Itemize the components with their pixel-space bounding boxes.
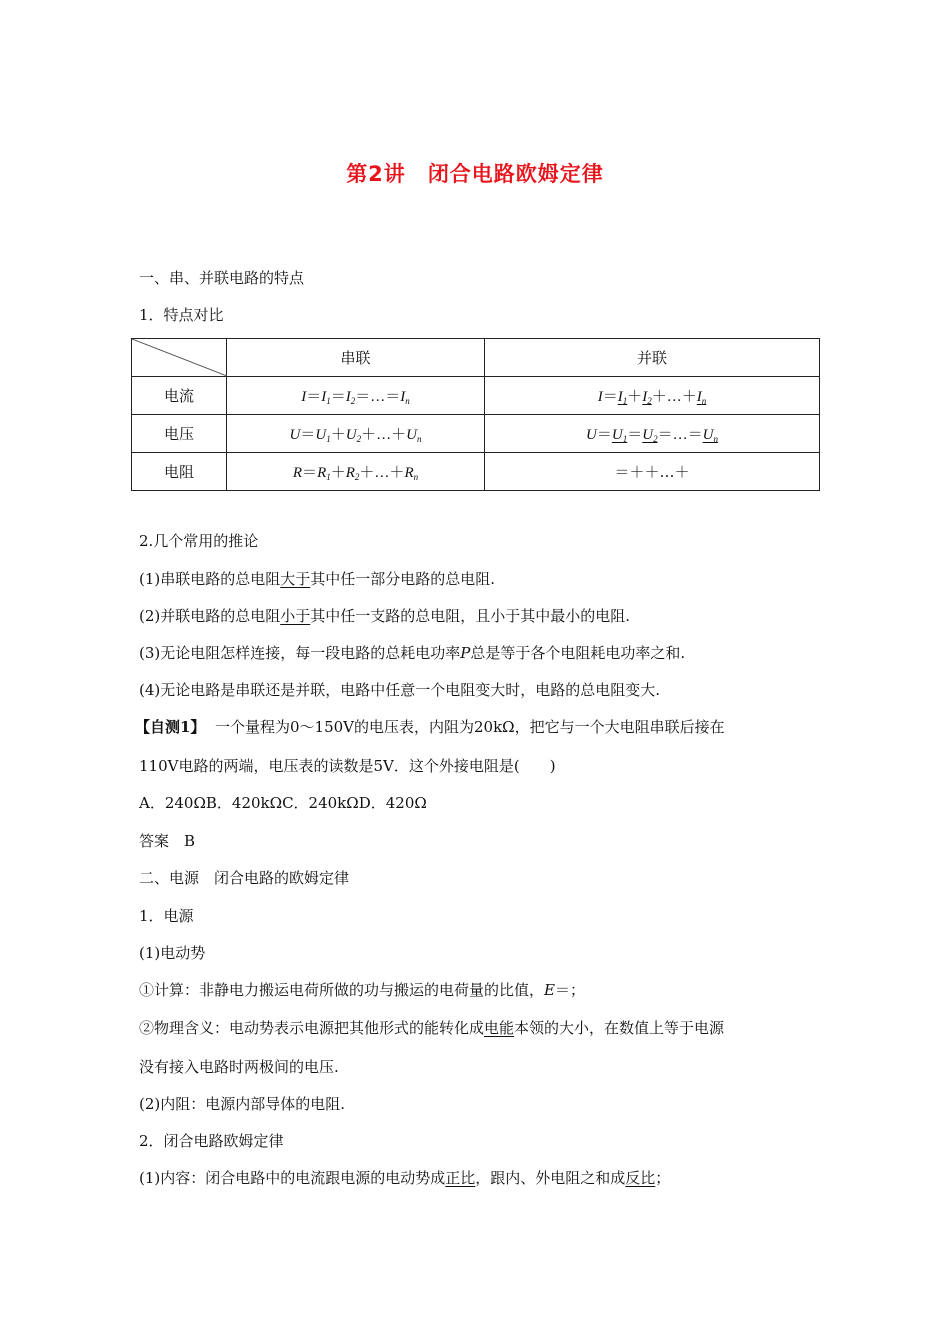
lecture-topic: 闭合电路欧姆定律 — [427, 162, 604, 186]
section1-sub2: 2.几个常用的推论 — [139, 532, 259, 550]
section2-sub2: 2．闭合电路欧姆定律 — [139, 1132, 284, 1150]
test-question-line2: 110V电路的两端，电压表的读数是5V．这个外接电阻是( ) — [139, 757, 556, 775]
test-question-line1: 【自测1】 一个量程为0～150V的电压表，内阻为20kΩ，把它与一个大电阻串联后接在 — [135, 718, 725, 736]
current-parallel-formula: $I=I_1+I_2+\dots+I_n$ — [485, 377, 820, 415]
page-title — [0, 158, 950, 188]
voltage-parallel-formula: $U=U_1=U_2=\dots=U_n$ — [485, 415, 820, 453]
table-header-row — [132, 339, 820, 377]
table-row — [132, 415, 820, 453]
diagonal-line — [132, 339, 227, 376]
test-options: A．240ΩB．420kΩC．240kΩD．420Ω — [139, 794, 427, 812]
inference-3: (3)无论电阻怎样连接，每一段电路的总耗电功率P总是等于各个电阻耗电功率之和. — [139, 644, 686, 662]
row-label: 电流 — [132, 377, 227, 415]
inference-2: (2)并联电路的总电阻小于其中任一支路的总电阻，且小于其中最小的电阻. — [139, 607, 631, 625]
comparison-table — [131, 338, 820, 491]
lecture-number: 第2讲 — [346, 162, 406, 186]
row-label: 电压 — [132, 415, 227, 453]
emf-calc: ①计算：非静电力搬运电荷所做的功与搬运的电荷量的比值，E＝； — [139, 981, 585, 999]
emf-meaning: ②物理含义：电动势表示电源把其他形式的能转化成电能本领的大小，在数值上等于电源 — [139, 1019, 725, 1037]
emf-meaning-cont: 没有接入电路时两极间的电压. — [139, 1058, 339, 1076]
section1-sub1: 1．特点对比 — [139, 306, 224, 324]
row-label: 电阻 — [132, 453, 227, 491]
table-row — [132, 377, 820, 415]
table-corner-cell — [132, 339, 227, 377]
resistance-series-formula: $R=R_1+R_2+\dots+R_n$ — [227, 453, 485, 491]
current-series-formula: $I=I_1=I_2=\dots=I_n$ — [227, 377, 485, 415]
section2-heading: 二、电源 闭合电路的欧姆定律 — [139, 869, 350, 887]
ohm-law-content: (1)内容：闭合电路中的电流跟电源的电动势成正比，跟内、外电阻之和成反比； — [139, 1169, 671, 1187]
emf-heading: (1)电动势 — [139, 944, 206, 962]
table-row — [132, 453, 820, 491]
header-parallel: 并联 — [485, 339, 820, 377]
test-answer: 答案 B — [139, 832, 196, 850]
resistance-parallel-formula: ＝＋＋…＋ — [485, 453, 820, 491]
inference-4: (4)无论电路是串联还是并联，电路中任意一个电阻变大时，电路的总电阻变大. — [139, 681, 661, 699]
internal-resistance: (2)内阻：电源内部导体的电阻. — [139, 1095, 346, 1113]
inference-1: (1)串联电路的总电阻大于其中任一部分电路的总电阻. — [139, 570, 496, 588]
section2-sub1: 1．电源 — [139, 907, 194, 925]
test-tag: 【自测1】 — [135, 718, 206, 736]
voltage-series-formula: $U=U_1+U_2+\dots+U_n$ — [227, 415, 485, 453]
header-series: 串联 — [227, 339, 485, 377]
section1-heading: 一、串、并联电路的特点 — [139, 269, 305, 287]
